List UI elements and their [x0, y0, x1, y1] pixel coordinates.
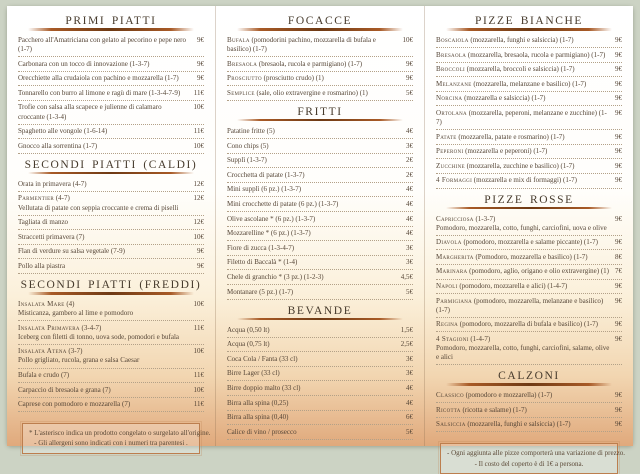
item-name: Pacchero all'Amatriciana con gelato al pecorino e pepe nero (1-7)	[18, 36, 187, 54]
item-name: Acqua (0,50 lt)	[227, 325, 270, 334]
menu-item-row	[436, 318, 622, 333]
item-name: Orata in primavera (4-7)	[18, 179, 87, 188]
item-price: 3€	[406, 258, 413, 267]
item-price: 9€	[615, 132, 622, 141]
item-name: Patate (mozzarella, patate e rosmarino) (1-7)	[436, 132, 565, 141]
menu-item-row	[436, 265, 622, 280]
item-name: Chele di granchio * (3 pz.) (1-2-3)	[227, 272, 324, 281]
menu-panel-3	[424, 6, 633, 468]
item-price: 9€	[615, 391, 622, 400]
section-title: PRIMI PIATTI	[65, 15, 157, 27]
item-name: Bresaola (mozzarella, bresaola, rucola e parmigiano) (1-7)	[436, 50, 606, 59]
menu-item-row	[227, 270, 413, 285]
footnote-box	[440, 443, 626, 473]
item-name: Semplice (sale, olio extravergine e rosmarino) (1)	[227, 88, 368, 97]
menu-panel-2	[215, 6, 424, 446]
item-price: 4€	[406, 185, 413, 194]
item-price: 2,5€	[400, 340, 413, 349]
item-name: Classico (pomodoro e mozzarella) (1-7)	[436, 391, 553, 400]
item-name-smallcaps: Diavola	[436, 238, 462, 247]
section-title: FRITTI	[297, 105, 343, 118]
menu-item-row	[227, 323, 413, 338]
item-name: 4 Formaggi (mozzarella e mix di formaggi) (1-7)	[436, 176, 578, 185]
item-description: Pomodoro, mozzarella, cotto, funghi, carciofini, salame, olive e alici	[436, 343, 610, 362]
menu-item-row	[18, 139, 204, 154]
menu-item-row	[18, 72, 204, 87]
menu-item-row	[18, 369, 204, 384]
item-price: 9€	[615, 176, 622, 185]
item-name-smallcaps: Insalata Atena	[18, 347, 67, 356]
item-price: 9€	[615, 405, 622, 414]
menu-item-row	[436, 418, 622, 433]
item-name: Melanzane (mozzarella, melanzane e basilico) (1-7)	[436, 79, 587, 88]
menu-item-row	[227, 425, 413, 440]
item-name: Mozzarelline * (6 pz.) (1-3-7)	[227, 229, 311, 238]
item-price: 9€	[197, 36, 204, 44]
item-price: 9€	[197, 261, 204, 270]
menu-item-row	[227, 285, 413, 300]
item-price: 9€	[615, 420, 622, 429]
item-name: Bufala (pomodorini pachino, mozzarella di bufala e basilico) (1-7)	[227, 36, 376, 54]
footnote-line: - Il costo del coperto è di 1€ a persona.	[474, 459, 584, 468]
item-price: 10€	[193, 300, 204, 308]
item-description: Iceberg con filetti di tonno, uova sode, pomodori e bufala	[18, 332, 180, 341]
item-price: 4€	[406, 199, 413, 208]
item-name: Prosciutto (prosciutto crudo) (1)	[227, 74, 324, 83]
section-divider-ornament	[446, 28, 612, 31]
item-price: 11€	[193, 127, 204, 136]
item-price: 9€	[615, 320, 622, 329]
item-name: Ortolana (mozzarella, peperoni, melanzane e zucchine) (1-7)	[436, 108, 607, 127]
item-name: Boscaiola (mozzarella, funghi e salsiccia) (1-7)	[436, 36, 574, 44]
item-name: Parmentier (4-7) Vellutata di patate con seppia croccante e crema di piselli	[18, 194, 194, 212]
item-name-smallcaps: Peperoni	[436, 147, 464, 156]
section-title: SECONDI PIATTI (CALDI)	[24, 158, 198, 171]
menu-item-row	[436, 63, 622, 78]
menu-item-row	[18, 34, 204, 58]
footnote-line: * L'asterisco indica un prodotto congelato o surgelato all'origine.	[29, 429, 211, 438]
item-price: 9€	[197, 247, 204, 256]
item-price: 5€	[406, 88, 413, 97]
item-price: 10€	[402, 36, 413, 44]
item-name: Birra alla spina (0,40)	[227, 413, 289, 422]
item-price: 3€	[406, 243, 413, 252]
item-price: 11€	[193, 400, 204, 409]
item-name: Napoli (pomodoro, mozzarella e alici) (1-4-7)	[436, 282, 568, 290]
menu-item-row	[227, 338, 413, 353]
item-name: Coca Cola / Fanta (33 cl)	[227, 354, 298, 363]
item-price: 4,5€	[400, 272, 413, 281]
item-name: Insalata Atena (3-7) Pollo grigliato, rucola, grana e salsa Caesar	[18, 347, 194, 365]
item-price: 3€	[406, 369, 413, 378]
item-name-smallcaps: Bufala	[227, 36, 250, 44]
item-price: 2€	[406, 156, 413, 165]
item-price: 8€	[615, 252, 622, 261]
section-item-list	[18, 34, 204, 154]
item-price: 5€	[406, 287, 413, 296]
item-price: 9€	[615, 79, 622, 88]
item-price: 10€	[193, 385, 204, 394]
menu-item-row	[18, 177, 204, 192]
item-name: Bresaola (bresaola, rucola e parmigiano) (1-7)	[227, 59, 363, 68]
section-item-list	[436, 34, 622, 189]
menu-sheet	[7, 6, 633, 468]
item-description: Pomodoro, mozzarella, cotto, funghi, carciofini, uova e olive	[436, 223, 607, 232]
item-price: 9€	[197, 59, 204, 68]
item-name-smallcaps: Napoli	[436, 282, 458, 290]
menu-item-row	[18, 383, 204, 398]
item-name: Mini supplì (6 pz.) (1-3-7)	[227, 185, 302, 194]
item-description: Pollo grigliato, rucola, grana e salsa Caesar	[18, 356, 140, 365]
item-name: Calice di vino / prosecco	[227, 427, 297, 436]
menu-item-row	[436, 212, 622, 236]
section-divider-ornament	[28, 292, 194, 295]
menu-item-row	[436, 236, 622, 251]
item-name: Fiore di zucca (1-3-4-7)	[227, 243, 295, 252]
menu-item-row	[18, 321, 204, 345]
menu-item-row	[227, 352, 413, 367]
section-divider-ornament	[237, 318, 403, 321]
item-name-smallcaps: Broccoli	[436, 65, 466, 74]
item-price: 4€	[406, 383, 413, 392]
item-name: Carpaccio di bresaola e grana (7)	[18, 385, 111, 394]
item-name: Caprese con pomodoro e mozzarella (7)	[18, 400, 131, 409]
section-divider-ornament	[446, 207, 612, 210]
item-price: 9€	[615, 161, 622, 170]
item-name: Olive ascolane * (6 pz.) (1-3-7)	[227, 214, 316, 223]
section-title: CALZONI	[498, 370, 560, 383]
item-price: 9€	[197, 74, 204, 83]
item-description: Misticanza, gambero al lime e pomodoro	[18, 309, 134, 318]
item-name: Crocchetta di patate (1-3-7)	[227, 170, 305, 179]
item-name-smallcaps: Capricciosa	[436, 214, 474, 223]
item-name: Insalata Primavera (3-4-7) Iceberg con filetti di tonno, uova sode, pomodori e bufala	[18, 324, 194, 342]
menu-item-row	[227, 168, 413, 183]
item-name: Capricciosa (1-3-7) Pomodoro, mozzarella, cotto, funghi, carciofini, uova e olive	[436, 215, 615, 233]
item-price: 4€	[406, 214, 413, 223]
item-name-smallcaps: 4 Stagioni	[436, 334, 469, 343]
item-price: 12€	[193, 194, 204, 203]
item-price: 9€	[615, 65, 622, 74]
item-price: 4€	[406, 398, 413, 407]
menu-item-row	[436, 280, 622, 295]
menu-item-row	[227, 212, 413, 227]
item-name-smallcaps: Norcina	[436, 94, 463, 103]
item-name-smallcaps: 4 Formaggi	[436, 176, 473, 185]
item-name: Marinara (pomodoro, aglio, origano e olio extravergine) (1)	[436, 267, 609, 276]
section-item-list	[18, 177, 204, 274]
section-item-list	[18, 298, 204, 413]
item-price: 2€	[406, 170, 413, 179]
item-price: 10€	[193, 141, 204, 150]
item-name-smallcaps: Prosciutto	[227, 74, 262, 83]
item-price: 11€	[193, 88, 204, 97]
menu-item-row	[227, 139, 413, 154]
item-name-smallcaps: Regina	[436, 320, 459, 329]
item-price: 3€	[406, 354, 413, 363]
item-name: Birre doppio malto (33 cl)	[227, 383, 301, 392]
item-price: 9€	[615, 147, 622, 156]
menu-item-row	[227, 396, 413, 411]
item-price: 9€	[615, 108, 622, 117]
menu-item-row	[436, 403, 622, 418]
item-name-smallcaps: Boscaiola	[436, 36, 469, 44]
item-name: Regina (pomodoro, mozzarella di bufala e basilico) (1-7)	[436, 320, 598, 329]
item-name: Orecchiette alla crudaiola con pachino e mozzarella (1-7)	[18, 74, 179, 83]
item-name: Filetto di Baccalà * (1-4)	[227, 258, 298, 267]
item-name: Parmigiana (pomodoro, mozzarella, melanzane e basilico) (1-7)	[436, 296, 604, 314]
menu-item-row	[227, 367, 413, 382]
section-item-list	[436, 212, 622, 365]
item-price: 10€	[193, 232, 204, 241]
menu-item-row	[436, 389, 622, 404]
item-price: 9€	[615, 334, 622, 343]
menu-item-row	[18, 216, 204, 231]
item-price: 9€	[406, 59, 413, 68]
menu-item-row	[18, 245, 204, 260]
menu-item-row	[18, 125, 204, 140]
menu-item-row	[227, 183, 413, 198]
item-name: Ricotta (ricotta e salame) (1-7)	[436, 405, 527, 414]
menu-item-row	[227, 241, 413, 256]
item-name-smallcaps: Salsiccia	[436, 420, 466, 429]
item-price: 9€	[615, 296, 622, 305]
item-name-smallcaps: Classico	[436, 391, 464, 400]
item-price: 4€	[406, 229, 413, 238]
item-name: Spaghetto alle vongole (1-6-14)	[18, 127, 108, 136]
item-name-smallcaps: Melanzane	[436, 79, 472, 88]
item-name: Peperoni (mozzarella e peperoni) (1-7)	[436, 147, 548, 156]
item-price: 9€	[615, 94, 622, 103]
menu-item-row	[436, 145, 622, 160]
menu-item-row	[18, 192, 204, 216]
menu-item-row	[436, 48, 622, 63]
section-title: BEVANDE	[287, 304, 353, 317]
menu-item-row	[436, 34, 622, 49]
item-name-smallcaps: Margherita	[436, 252, 474, 261]
item-price: 12€	[193, 218, 204, 227]
item-name: Salsiccia (mozzarella, funghi e salsiccia) (1-7)	[436, 420, 571, 429]
section-item-list	[227, 34, 413, 101]
menu-item-row	[18, 230, 204, 245]
menu-item-row	[18, 86, 204, 101]
item-name: Gnocco alla sorrentina (1-7)	[18, 141, 98, 150]
menu-item-row	[18, 101, 204, 125]
section-title: PIZZE BIANCHE	[474, 15, 584, 27]
item-name: Diavola (pomodoro, mozzarella e salame piccante) (1-7)	[436, 238, 598, 247]
item-name: Supplì (1-3-7)	[227, 156, 267, 165]
menu-item-row	[227, 227, 413, 242]
item-name: Birre Lager (33 cl)	[227, 369, 280, 378]
section-divider-ornament	[237, 28, 403, 31]
menu-item-row	[227, 34, 413, 58]
item-price: 9€	[615, 214, 622, 223]
item-price: 11€	[193, 323, 204, 332]
menu-item-row	[436, 130, 622, 145]
menu-item-row	[227, 124, 413, 139]
menu-item-row	[227, 86, 413, 101]
item-price: 3€	[406, 141, 413, 150]
item-price: 9€	[615, 50, 622, 59]
footnote-line: - Gli allergeni sono indicati con i numeri tra parentesi .	[34, 439, 188, 448]
item-name: Flan di verdure su salsa vegetale (7-9)	[18, 247, 125, 256]
menu-item-row	[436, 159, 622, 174]
menu-item-row	[227, 57, 413, 72]
item-name: Patatine fritte (5)	[227, 126, 275, 135]
item-name: Acqua (0,75 lt)	[227, 340, 270, 349]
menu-item-row	[436, 294, 622, 318]
item-name: Straccetti primavera (7)	[18, 232, 85, 241]
menu-item-row	[227, 411, 413, 426]
item-name-smallcaps: Bresaola	[436, 50, 467, 59]
item-price: 9€	[615, 36, 622, 44]
menu-item-row	[227, 256, 413, 271]
menu-item-row	[227, 381, 413, 396]
item-name-smallcaps: Zucchine	[436, 161, 465, 170]
section-divider-ornament	[28, 172, 194, 175]
item-name: Margherita (Pomodoro, mozzarella e basilico) (1-7)	[436, 252, 588, 261]
menu-panel-1	[7, 6, 215, 446]
menu-item-row	[18, 345, 204, 369]
item-price: 9€	[615, 282, 622, 290]
item-name-smallcaps: Semplice	[227, 88, 255, 97]
section-title: SECONDI PIATTI (FREDDI)	[20, 279, 202, 291]
item-name-smallcaps: Marinara	[436, 267, 468, 276]
item-name: Norcina (mozzarella e salsiccia) (1-7)	[436, 94, 546, 103]
item-price: 1,5€	[400, 325, 413, 334]
item-name-smallcaps: Patate	[436, 132, 457, 141]
item-name: Pollo alla piastra	[18, 261, 66, 270]
item-name: Cono chips (5)	[227, 141, 269, 150]
item-price: 9€	[615, 238, 622, 247]
menu-item-row	[436, 174, 622, 189]
section-item-list	[227, 124, 413, 299]
section-divider-ornament	[28, 28, 194, 31]
menu-item-row	[436, 77, 622, 92]
footnote-box	[22, 423, 211, 453]
menu-item-row	[18, 259, 204, 274]
item-name: Bufala e crudo (7)	[18, 371, 70, 380]
item-price: 11€	[193, 371, 204, 380]
item-price: 9€	[406, 74, 413, 83]
item-name-smallcaps: Bresaola	[227, 59, 258, 68]
item-name: Broccoli (mozzarella, broccoli e salsiccia) (1-7)	[436, 65, 575, 74]
menu-item-row	[436, 250, 622, 265]
section-item-list	[227, 323, 413, 440]
menu-item-row	[18, 398, 204, 413]
item-name: Mini crocchette di patate (6 pz.) (1-3-7)	[227, 199, 339, 208]
item-name-smallcaps: Parmigiana	[436, 296, 473, 305]
item-name-smallcaps: Ortolana	[436, 108, 467, 117]
item-price: 7€	[615, 267, 622, 276]
menu-item-row	[436, 332, 622, 365]
menu-item-row	[18, 57, 204, 72]
menu-item-row	[436, 106, 622, 130]
item-name: Zucchine (mozzarella, zucchine e basilico) (1-7)	[436, 161, 575, 170]
item-name: Trofie con salsa alla scapece e julienne di calamaro croccante (1-3-4)	[18, 103, 162, 121]
section-title: FOCACCE	[287, 15, 353, 27]
section-divider-ornament	[446, 383, 612, 386]
item-name: Tonnarello con burro al limone e ragù di mare (1-3-4-7-9)	[18, 88, 181, 97]
item-price: 6€	[406, 413, 413, 422]
item-price: 5€	[406, 427, 413, 436]
item-name-smallcaps: Parmentier	[18, 194, 55, 203]
section-item-list	[436, 389, 622, 433]
item-name-smallcaps: Ricotta	[436, 405, 461, 414]
menu-item-row	[227, 72, 413, 87]
item-price: 12€	[193, 179, 204, 188]
item-name: Montanare (5 pz.) (1-7)	[227, 287, 294, 296]
item-description: Vellutata di patate con seppia croccante e crema di piselli	[18, 203, 179, 212]
menu-item-row	[227, 154, 413, 169]
section-divider-ornament	[237, 119, 403, 122]
item-name: 4 Stagioni (1-4-7) Pomodoro, mozzarella, cotto, funghi, carciofini, salame, olive e alici	[436, 334, 610, 362]
item-price: 10€	[193, 347, 204, 356]
menu-item-row	[18, 298, 204, 322]
item-price: 4€	[406, 126, 413, 135]
item-name: Birra alla spina (0,25)	[227, 398, 289, 407]
item-name-smallcaps: Insalata Mare	[18, 300, 65, 308]
item-price: 10€	[193, 103, 204, 112]
item-name: Carbonara con un tocco di innovazione (1-3-7)	[18, 59, 150, 68]
item-name: Insalata Mare (4) Misticanza, gambero al lime e pomodoro	[18, 300, 194, 318]
footnote-line: - Ogni aggiunta alle pizze comporterà una variazione di prezzo.	[447, 449, 626, 458]
menu-item-row	[436, 92, 622, 107]
item-name-smallcaps: Insalata Primavera	[18, 323, 80, 332]
item-name: Tagliata di manzo	[18, 218, 69, 227]
section-title: PIZZE ROSSE	[484, 193, 574, 206]
menu-item-row	[227, 197, 413, 212]
